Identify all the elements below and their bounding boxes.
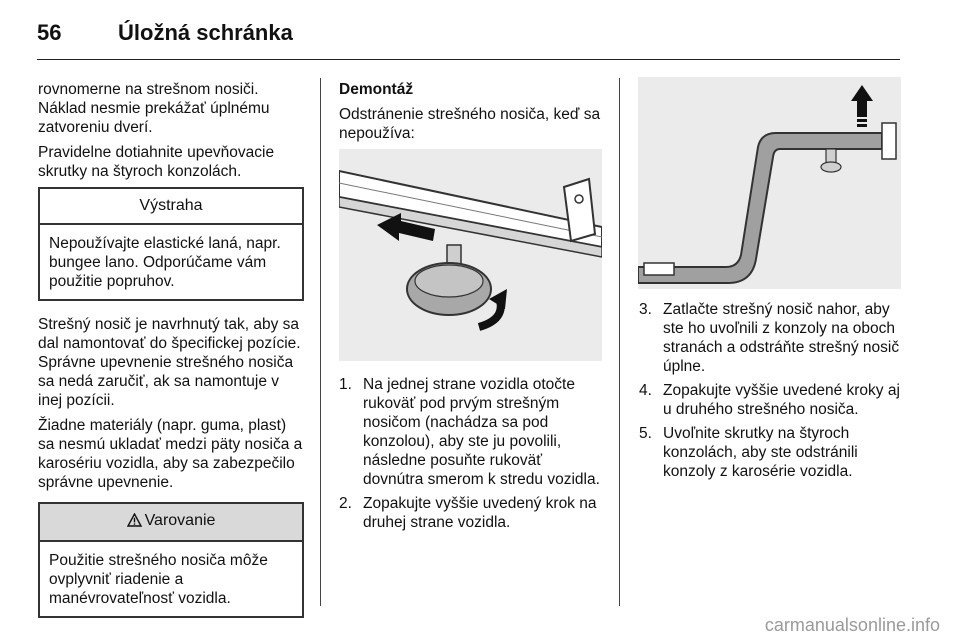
caution-box [38,502,304,618]
list-item [639,424,905,481]
step-number: 2. [339,495,352,512]
step-number: 5. [639,425,652,442]
step-number: 1. [339,376,352,393]
paragraph-load: rovnomerne na strešnom nosiči. Náklad nesmie prekážať úplnému zatvoreniu dverí. [38,81,270,136]
removal-steps-continued-list [639,300,905,481]
paragraph-tighten: Pravidelne dotiahnite upevňovacie skrutky na štyroch konzolách. [38,144,275,180]
header-rule [37,59,900,60]
step-text: Zopakujte vyššie uvedené kroky aj u druhého strešného nosiča. [663,382,900,418]
warning-text: Nepoužívajte elastické laná, napr. bungee lano. Odporúčame vám použitie popruhov. [49,235,281,290]
list-item [339,494,605,532]
page-number: 56 [37,20,62,45]
step-text: Zatlačte strešný nosič nahor, aby ste ho uvoľnili z konzoly na oboch stranách a odstráňte strešný nosič úplne. [663,301,900,375]
column-middle [339,80,605,537]
removal-intro: Odstránenie strešného nosiča, keď sa nepoužíva: [339,106,601,142]
section-title: Úložná schránka [118,20,293,45]
removal-heading: Demontáž [339,81,414,98]
column-left [38,80,304,632]
step-text: Zopakujte vyššie uvedený krok na druhej strane vozidla. [363,495,597,531]
figure-handle-illustration [339,149,602,361]
watermark: carmanualsonline.info [764,615,940,635]
list-item [339,375,605,489]
paragraph-materials: Žiadne materiály (napr. guma, plast) sa nesmú ukladať medzi päty nosiča a karosériu vozidla, aby sa zabezpečilo správne upevnenie. [38,417,303,491]
removal-steps-list [339,375,605,532]
step-number: 3. [639,301,652,318]
step-number: 4. [639,382,652,399]
figure-carrier-lift-illustration [638,77,901,289]
warning-box [38,187,304,301]
column-divider-left [320,78,321,606]
caution-title: Varovanie [144,512,216,529]
list-item [639,381,905,419]
step-text: Uvoľnite skrutky na štyroch konzolách, aby ste odstránili konzoly z karosérie vozidla. [663,425,858,480]
warning-title: Výstraha [40,189,302,225]
column-right [639,300,905,486]
paragraph-position: Strešný nosič je navrhnutý tak, aby sa dal namontovať do špecifickej pozície. Správne upevnenie strešného nosiča sa nedá zaručiť, ak sa namontuje v inej pozícii. [38,316,301,409]
list-item [639,300,905,376]
caution-header [40,504,302,542]
caution-text: Použitie strešného nosiča môže ovplyvniť riadenie a manévrovateľnosť vozidla. [49,552,268,607]
step-text: Na jednej strane vozidla otočte rukoväť pod prvým strešným nosičom (nachádza sa pod konzolou), aby ste ju povolili, následne posuňte rukoväť dovnútra smerom k stredu vozidla. [363,376,600,488]
column-divider-right [619,78,620,606]
warning-triangle-icon [127,513,142,532]
